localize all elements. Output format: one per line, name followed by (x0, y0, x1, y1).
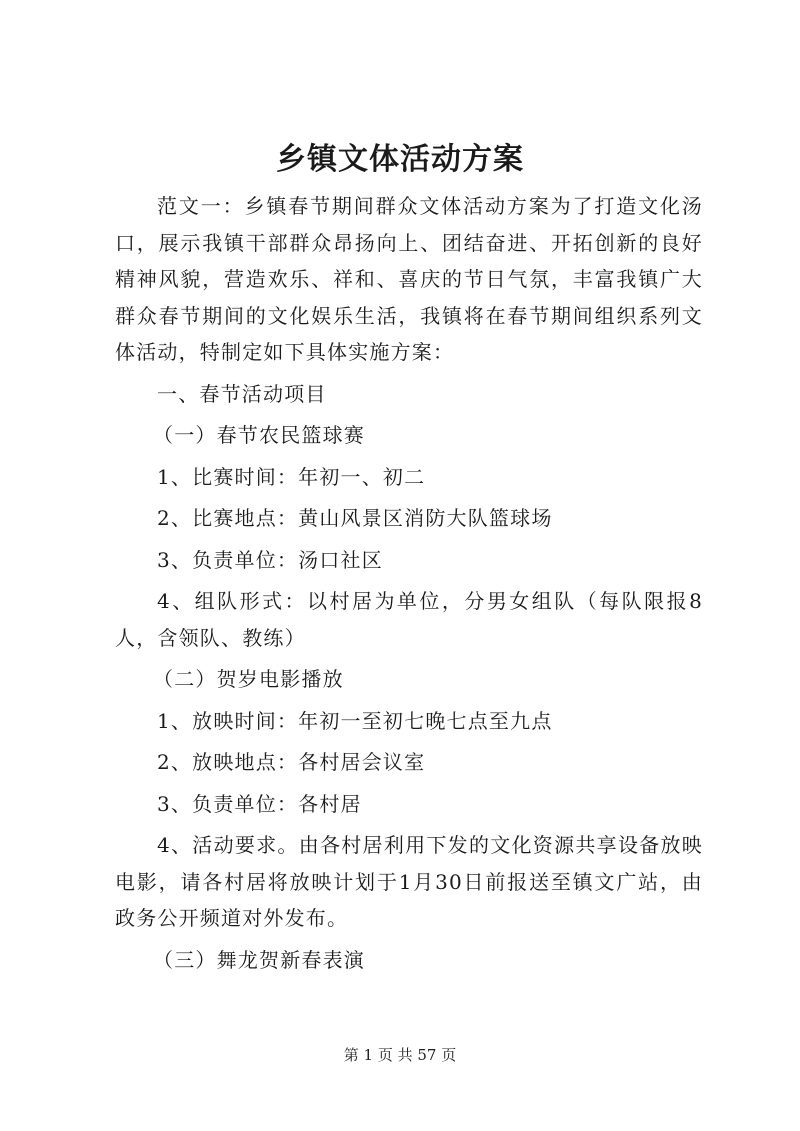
list-item: 1、比赛时间：年初一、初二 (157, 464, 426, 489)
list-item: 1、放映时间：年初一至初七晚七点至九点 (157, 708, 553, 733)
list-item: 3、负责单位：汤口社区 (157, 547, 383, 572)
list-item: 4、活动要求。由各村居利用下发的文化资源共享设备放映电影，请各村居将放映计划于1月30日前报送至镇文广站，由政务公开频道对外发布。 (115, 833, 703, 930)
list-item: 3、负责单位：各村居 (157, 791, 362, 816)
document-title: 乡镇文体活动方案 (276, 142, 524, 177)
list-item: 4、组队形式：以村居为单位，分男女组队（每队限报8人，含领队、教练） (115, 589, 703, 650)
subsection-heading: （三）舞龙贺新春表演 (153, 947, 365, 972)
list-item: 2、比赛地点：黄山风景区消防大队篮球场 (157, 506, 553, 530)
document-body (115, 188, 703, 983)
page-number-footer: 第 1 页 共 57 页 (343, 1046, 457, 1064)
section-heading: 一、春节活动项目 (157, 381, 327, 406)
list-item: 2、放映地点：各村居会议室 (157, 750, 426, 774)
subsection-heading: （二）贺岁电影播放 (153, 667, 344, 691)
subsection-heading: （一）春节农民篮球赛 (153, 423, 365, 447)
intro-paragraph: 范文一：乡镇春节期间群众文体活动方案为了打造文化汤口，展示我镇干部群众昂扬向上、团结奋进、开拓创新的良好精神风貌，营造欢乐、祥和、喜庆的节日气氛，丰富我镇广大群众春节期间的文化娱乐生活，我镇将在春节期间组织系列文体活动，特制定如下具体实施方案： (115, 194, 703, 364)
